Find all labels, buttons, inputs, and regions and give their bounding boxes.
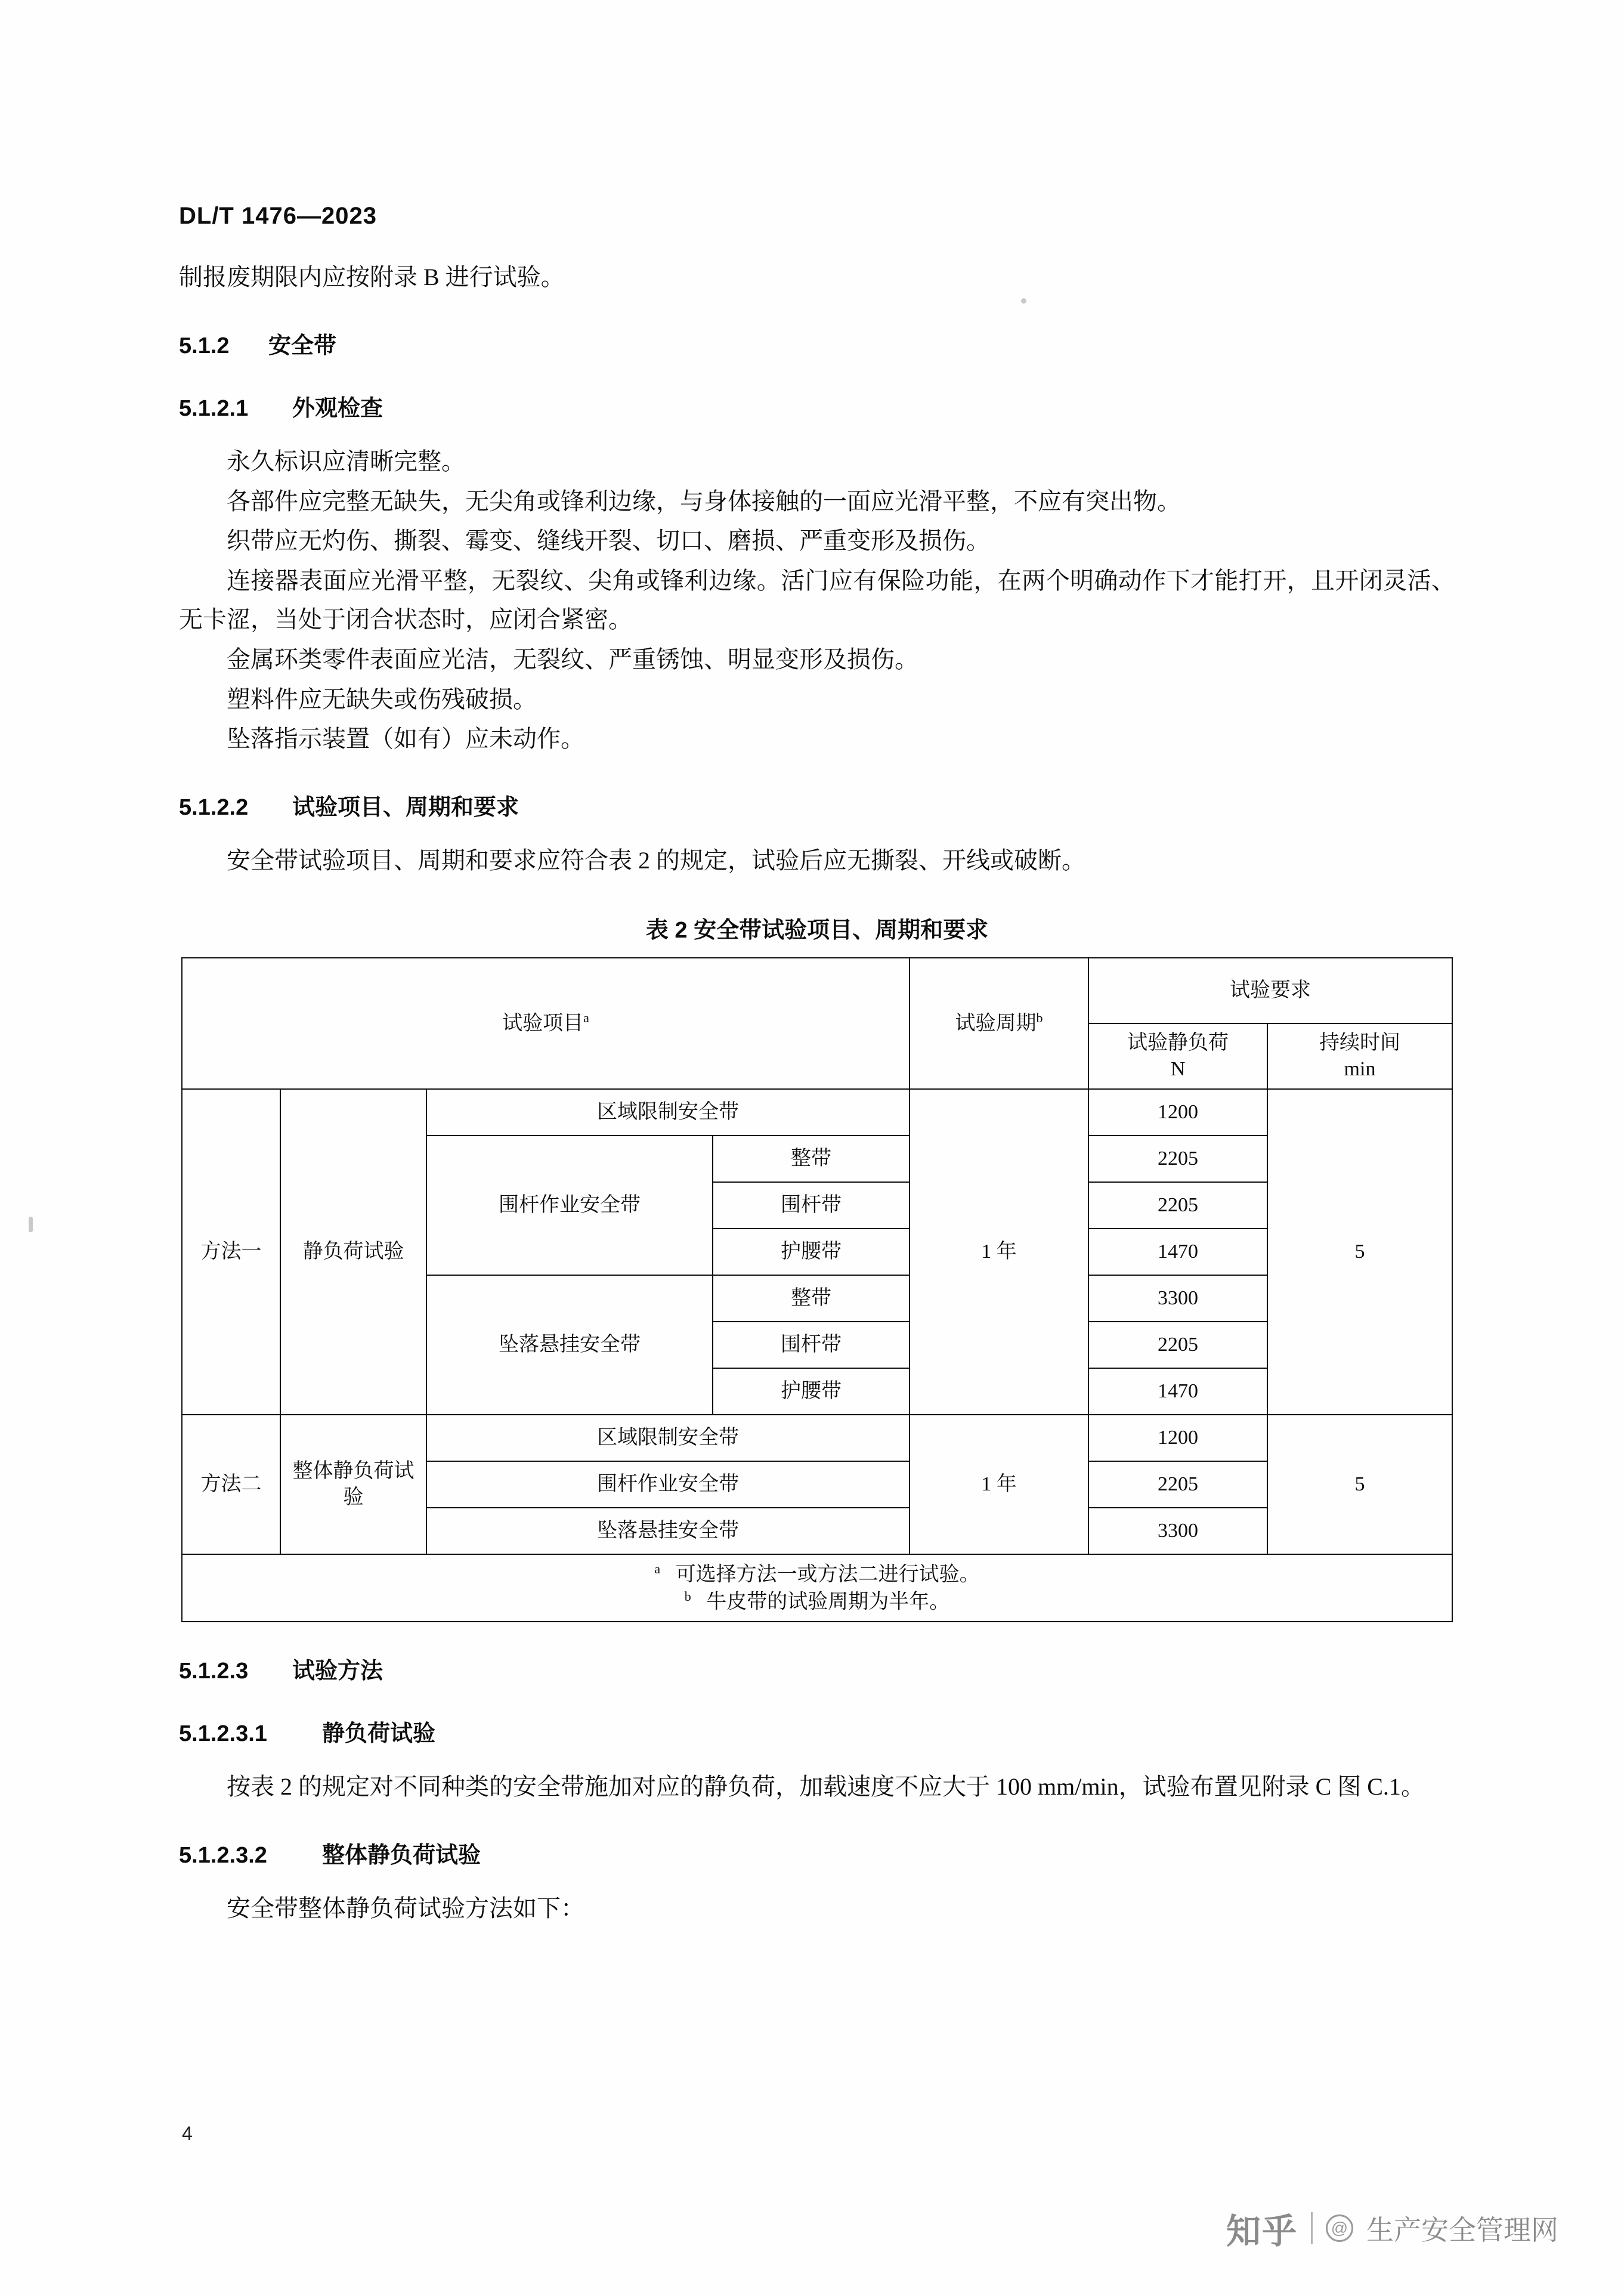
heading-text: 外观检查 bbox=[292, 395, 383, 421]
zhihu-logo: 知乎 bbox=[1226, 2212, 1298, 2251]
cell-test-name: 整体静负荷试验 bbox=[280, 1415, 426, 1554]
heading-5-1-2-3 bbox=[179, 1652, 1455, 1685]
table-row bbox=[182, 1415, 1452, 1461]
cell-belt-part: 护腰带 bbox=[713, 1229, 910, 1275]
cell-belt-type: 围杆作业安全带 bbox=[426, 1136, 713, 1275]
cell-static-load: 1470 bbox=[1088, 1229, 1267, 1275]
footnote-mark-a: a bbox=[583, 1010, 589, 1026]
heading-text: 静负荷试验 bbox=[322, 1721, 436, 1747]
watermark bbox=[1226, 2203, 1558, 2253]
paragraph-5-1-2-3-1: 按表 2 的规定对不同种类的安全带施加对应的静负荷，加载速度不应大于 100 mm/min，试验布置见附录 C 图 C.1。 bbox=[227, 1773, 1425, 1801]
page-content bbox=[179, 203, 1455, 1932]
cell-static-load: 2205 bbox=[1088, 1136, 1267, 1182]
appearance-item: 各部件应完整无缺失，无尖角或锋利边缘，与身体接触的一面应光滑平整，不应有突出物。 bbox=[227, 487, 1181, 515]
paragraph-5-1-2-3-2: 安全带整体静负荷试验方法如下： bbox=[227, 1895, 584, 1922]
cell-belt-part: 护腰带 bbox=[713, 1368, 910, 1415]
heading-5-1-2-3-2 bbox=[179, 1836, 1455, 1869]
cell-belt-type: 坠落悬挂安全带 bbox=[426, 1508, 910, 1554]
cell-belt-type: 围杆作业安全带 bbox=[426, 1461, 910, 1508]
watermark-divider bbox=[1311, 2212, 1313, 2244]
page-number: 4 bbox=[182, 2123, 193, 2144]
heading-text: 试验方法 bbox=[292, 1659, 383, 1684]
table-2-safety-belt-tests bbox=[181, 957, 1453, 1622]
table-footnotes bbox=[182, 1554, 1452, 1622]
heading-number: 5.1.2 bbox=[179, 333, 230, 358]
cell-static-load: 3300 bbox=[1088, 1508, 1267, 1554]
table2-caption: 表 2 安全带试验项目、周期和要求 bbox=[645, 917, 989, 943]
heading-5-1-2-3-1 bbox=[179, 1715, 1455, 1747]
cell-static-load: 2205 bbox=[1088, 1322, 1267, 1368]
cell-belt-part: 整带 bbox=[713, 1275, 910, 1322]
cell-belt-type: 坠落悬挂安全带 bbox=[426, 1275, 713, 1415]
heading-text: 试验项目、周期和要求 bbox=[292, 795, 519, 821]
cell-belt-type: 区域限制安全带 bbox=[426, 1415, 910, 1461]
at-icon: @ bbox=[1326, 2214, 1353, 2242]
cell-belt-part: 整带 bbox=[713, 1136, 910, 1182]
appearance-requirements bbox=[179, 443, 1455, 759]
cell-duration: 5 bbox=[1267, 1415, 1452, 1554]
header-test-item: 试验项目$^a$ bbox=[182, 958, 910, 1089]
cell-test-name: 静负荷试验 bbox=[280, 1089, 426, 1415]
appearance-item: 塑料件应无缺失或伤残破损。 bbox=[227, 685, 537, 713]
scan-speck bbox=[29, 1217, 33, 1232]
cell-belt-part: 围杆带 bbox=[713, 1322, 910, 1368]
heading-number: 5.1.2.1 bbox=[179, 395, 249, 421]
table-header-row bbox=[182, 958, 1452, 1023]
heading-number: 5.1.2.3.2 bbox=[179, 1843, 267, 1869]
heading-text: 安全带 bbox=[268, 333, 337, 358]
cell-static-load: 3300 bbox=[1088, 1275, 1267, 1322]
heading-5-1-2-2 bbox=[179, 788, 1455, 821]
heading-number: 5.1.2.2 bbox=[179, 795, 249, 821]
heading-text: 整体静负荷试验 bbox=[322, 1843, 481, 1869]
footnote-b: $^b$ 牛皮带的试验周期为半年。 bbox=[684, 1588, 950, 1613]
appearance-item: 织带应无灼伤、撕裂、霉变、缝线开裂、切口、磨损、严重变形及损伤。 bbox=[227, 527, 990, 555]
cell-method: 方法一 bbox=[182, 1089, 280, 1415]
header-static-load: 试验静负荷 N bbox=[1088, 1023, 1267, 1089]
cell-cycle: 1 年 bbox=[910, 1089, 1088, 1415]
cell-cycle: 1 年 bbox=[910, 1415, 1088, 1554]
heading-number: 5.1.2.3.1 bbox=[179, 1721, 267, 1747]
watermark-account-name: 生产安全管理网 bbox=[1366, 2214, 1558, 2245]
footnote-mark-b: b bbox=[1036, 1010, 1043, 1026]
document-code: DL/T 1476—2023 bbox=[179, 203, 377, 229]
cell-static-load: 1200 bbox=[1088, 1089, 1267, 1136]
header-test-requirement: 试验要求 bbox=[1088, 958, 1452, 1023]
cell-belt-part: 围杆带 bbox=[713, 1182, 910, 1229]
cell-static-load: 1200 bbox=[1088, 1415, 1267, 1461]
cell-static-load: 2205 bbox=[1088, 1182, 1267, 1229]
cell-belt-type: 区域限制安全带 bbox=[426, 1089, 910, 1136]
appearance-item: 金属环类零件表面应光洁，无裂纹、严重锈蚀、明显变形及损伤。 bbox=[227, 645, 918, 673]
paragraph-5-1-2-2: 安全带试验项目、周期和要求应符合表 2 的规定，试验后应无撕裂、开线或破断。 bbox=[227, 847, 1085, 874]
footnote-a: $^a$ 可选择方法一或方法二进行试验。 bbox=[654, 1561, 980, 1586]
header-test-cycle: 试验周期$^b$ bbox=[910, 958, 1088, 1089]
cell-method: 方法二 bbox=[182, 1415, 280, 1554]
table-footnote-row bbox=[182, 1554, 1452, 1622]
heading-5-1-2-1 bbox=[179, 389, 1455, 422]
cell-static-load: 1470 bbox=[1088, 1368, 1267, 1415]
intro-paragraph: 制报废期限内应按附录 B 进行试验。 bbox=[179, 264, 565, 290]
appearance-item: 连接器表面应光滑平整，无裂纹、尖角或锋利边缘。活门应有保险功能，在两个明确动作下才能打开，且开闭灵活、无卡涩，当处于闭合状态时，应闭合紧密。 bbox=[179, 567, 1455, 633]
table-row bbox=[182, 1089, 1452, 1136]
header-duration: 持续时间 min bbox=[1267, 1023, 1452, 1089]
heading-number: 5.1.2.3 bbox=[179, 1659, 249, 1684]
cell-duration: 5 bbox=[1267, 1089, 1452, 1415]
appearance-item: 坠落指示装置（如有）应未动作。 bbox=[227, 725, 584, 753]
appearance-item: 永久标识应清晰完整。 bbox=[227, 447, 465, 475]
heading-5-1-2 bbox=[179, 327, 1455, 360]
cell-static-load: 2205 bbox=[1088, 1461, 1267, 1508]
